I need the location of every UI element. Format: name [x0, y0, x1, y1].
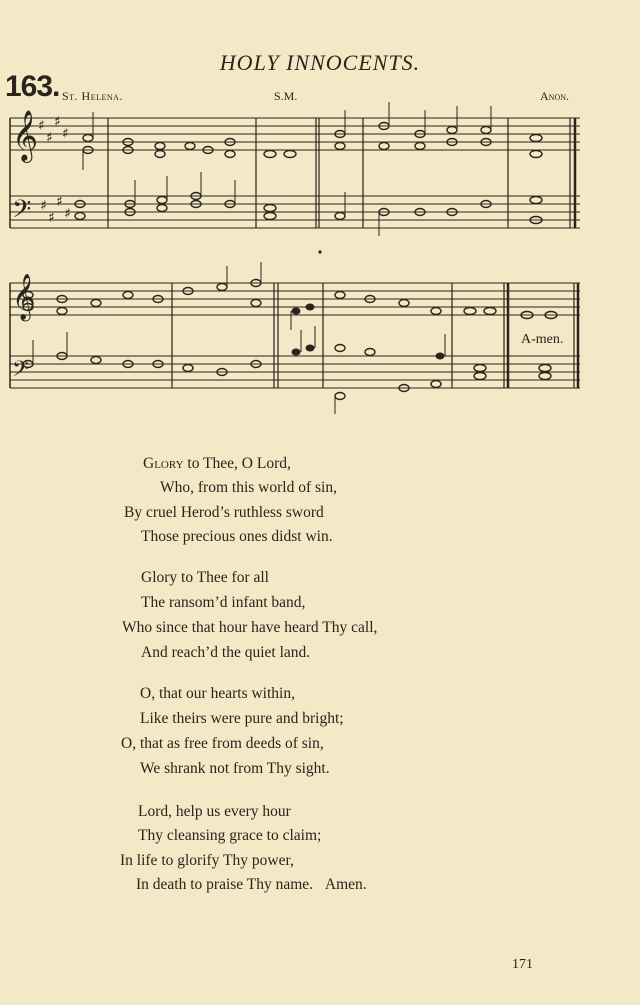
stanza-1-line-1: [143, 455, 291, 473]
svg-text:♯: ♯: [54, 114, 61, 130]
note-heads: [23, 123, 557, 400]
stanza-3-line-3: O, that as free from deeds of sin,: [121, 735, 324, 752]
stanza-4-line-1: Lord, help us every hour: [138, 803, 291, 820]
svg-text:♯: ♯: [40, 198, 47, 214]
stanza-2-line-4: And reach’d the quiet land.: [141, 644, 311, 661]
hymn-title: HOLY INNOCENTS.: [219, 50, 421, 75]
stanza-1-lead: Glory: [143, 455, 184, 472]
stanza-2-line-1: Glory to Thee for all: [141, 569, 269, 586]
bass-clef-icon-2: 𝄢: [12, 357, 29, 387]
svg-text:♯: ♯: [64, 206, 71, 222]
stanza-1-line-4: Those precious ones didst win.: [141, 528, 333, 545]
meter-label: S.M.: [274, 89, 298, 103]
music-score: [0, 0, 640, 420]
stanza-4-line-4: [136, 876, 367, 894]
bass-clef-icon: 𝄢: [12, 195, 32, 230]
stanza-3-line-1: O, that our hearts within,: [140, 685, 295, 702]
sharp-icon: ♯: [38, 118, 45, 134]
stanza-4-line-4-text: In death to praise Thy name.: [136, 876, 314, 893]
stanza-4-line-3: In life to glorify Thy power,: [120, 852, 294, 869]
stanza-2-line-2: The ransom’d infant band,: [141, 594, 306, 611]
svg-text:♯: ♯: [62, 126, 69, 142]
stanza-1-line-2: Who, from this world of sin,: [160, 479, 337, 496]
stanza-4-line-2: Thy cleansing grace to claim;: [138, 827, 322, 844]
treble-clef-icon-2: 𝄞: [12, 274, 36, 320]
hymn-number: 163.: [5, 70, 60, 103]
stanza-3-line-2: Like theirs were pure and bright;: [140, 710, 344, 727]
stanza-3-line-4: We shrank not from Thy sight.: [140, 760, 330, 777]
stanza-1-line-1-text: to Thee, O Lord,: [187, 455, 291, 472]
svg-text:♯: ♯: [56, 194, 63, 210]
composer-label: Anon.: [540, 89, 569, 103]
svg-text:♯: ♯: [48, 210, 55, 226]
amen-label: A-men.: [521, 332, 564, 347]
quarter-notes: [292, 304, 445, 360]
svg-text:♯: ♯: [46, 130, 53, 146]
system1-treble-staff: [10, 118, 580, 150]
tune-name: St. Helena.: [62, 89, 123, 103]
stanza-1-line-3: By cruel Herod’s ruthless sword: [124, 504, 324, 521]
system1-bass-staff: [10, 196, 580, 228]
page-number: 171: [512, 957, 533, 972]
final-amen: Amen.: [324, 876, 367, 893]
treble-clef-icon: 𝄞: [12, 110, 39, 161]
stanza-2-line-3: Who since that hour have heard Thy call,: [122, 619, 378, 636]
system2-bass-staff: [10, 356, 580, 388]
